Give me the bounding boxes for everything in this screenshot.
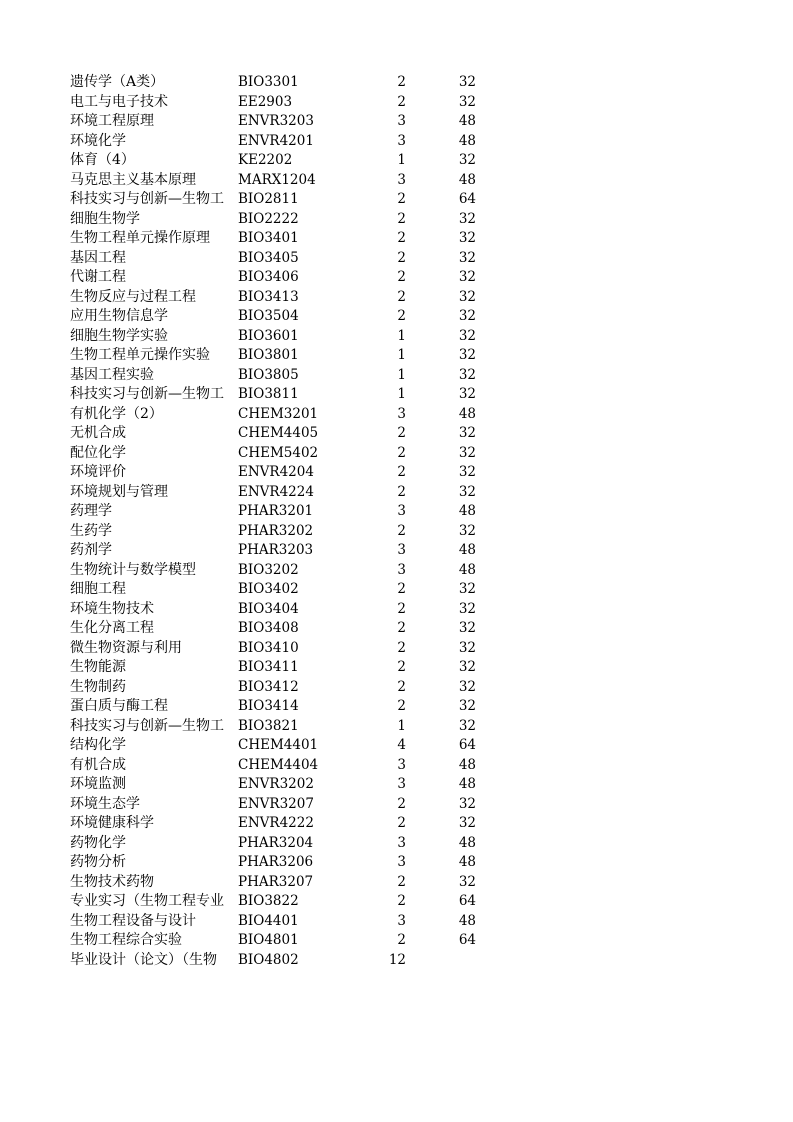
table-row (70, 249, 490, 269)
course-code: BIO3410 (238, 639, 299, 656)
table-row (70, 346, 490, 366)
course-name: 基因工程 (70, 249, 126, 266)
course-code: BIO3411 (238, 659, 299, 675)
course-hours: 32 (458, 620, 476, 636)
course-credit: 2 (397, 932, 406, 948)
course-hours: 32 (458, 795, 476, 812)
course-hours: 32 (458, 717, 476, 734)
course-name: 环境评价 (70, 464, 126, 480)
course-name: 环境工程原理 (70, 113, 154, 129)
course-code: CHEM4404 (238, 756, 319, 773)
course-credit: 2 (397, 698, 406, 714)
course-credit: 1 (397, 152, 406, 168)
course-credit: 3 (397, 503, 406, 519)
course-name: 代谢工程 (70, 269, 126, 285)
course-credit: 2 (397, 210, 406, 227)
course-credit: 2 (397, 191, 406, 207)
course-hours: 32 (458, 600, 476, 617)
course-name: 遗传学（A类） (70, 74, 165, 90)
course-name: 生化分离工程 (70, 620, 154, 636)
course-credit: 3 (397, 912, 406, 929)
course-hours: 64 (458, 893, 476, 909)
course-code: CHEM4401 (238, 737, 319, 753)
course-hours: 32 (458, 581, 476, 597)
course-credit: 2 (397, 483, 406, 500)
course-credit: 2 (397, 74, 406, 90)
course-name: 毕业设计（论文）（生物 (70, 951, 217, 968)
course-credit: 2 (397, 815, 406, 831)
course-code: BIO3601 (238, 327, 299, 344)
course-name: 细胞生物学实验 (70, 327, 168, 344)
course-credit: 1 (397, 327, 406, 344)
course-name: 生物能源 (70, 659, 126, 675)
course-code: BIO3821 (238, 717, 299, 734)
course-name: 药剂学 (70, 542, 112, 558)
course-hours: 64 (458, 932, 476, 948)
course-name: 有机合成 (70, 756, 126, 773)
course-code: PHAR3202 (238, 522, 314, 539)
course-hours: 32 (458, 210, 476, 227)
course-hours: 32 (458, 366, 476, 383)
course-credit: 2 (397, 308, 406, 324)
course-hours: 64 (458, 737, 476, 753)
table-row (70, 268, 490, 288)
table-row (70, 853, 490, 873)
table-row (70, 619, 490, 639)
course-credit: 2 (397, 600, 406, 617)
course-credit: 3 (397, 776, 406, 792)
course-credit: 2 (397, 620, 406, 636)
course-credit: 4 (397, 737, 406, 753)
course-credit: 1 (397, 717, 406, 734)
course-hours: 32 (458, 386, 476, 402)
course-name: 生物工程单元操作实验 (70, 347, 210, 363)
course-hours: 48 (458, 542, 476, 558)
course-hours: 48 (458, 912, 476, 929)
course-code: PHAR3207 (238, 873, 314, 890)
course-code: PHAR3201 (238, 503, 314, 519)
course-hours: 32 (458, 327, 476, 344)
course-code: CHEM4405 (238, 425, 319, 441)
course-code: ENVR3202 (238, 776, 314, 792)
course-name: 生药学 (70, 522, 112, 539)
course-code: BIO3401 (238, 230, 299, 246)
course-code: BIO3412 (238, 678, 299, 695)
course-name: 生物技术药物 (70, 873, 154, 890)
course-hours: 32 (458, 249, 476, 266)
table-row (70, 327, 490, 347)
course-hours: 32 (458, 678, 476, 695)
course-credit: 2 (397, 464, 406, 480)
table-row (70, 600, 490, 620)
table-row (70, 424, 490, 444)
table-row (70, 366, 490, 386)
course-credit: 3 (397, 561, 406, 578)
course-hours: 32 (458, 93, 476, 110)
table-row (70, 522, 490, 542)
course-name: 生物工程设备与设计 (70, 912, 196, 929)
course-hours: 48 (458, 503, 476, 519)
course-name: 环境生态学 (70, 795, 140, 812)
course-hours: 32 (458, 444, 476, 461)
course-code: ENVR3203 (238, 113, 314, 129)
table-row (70, 775, 490, 795)
course-credit: 2 (397, 581, 406, 597)
course-credit: 1 (397, 366, 406, 383)
course-name: 生物统计与数学模型 (70, 561, 196, 578)
course-name: 环境化学 (70, 132, 126, 149)
course-hours: 48 (458, 171, 476, 188)
course-name: 环境生物技术 (70, 600, 154, 617)
course-hours: 32 (458, 308, 476, 324)
course-code: ENVR4204 (238, 464, 314, 480)
course-name: 体育（4） (70, 152, 135, 168)
course-name: 微生物资源与利用 (70, 639, 182, 656)
course-name: 基因工程实验 (70, 366, 154, 383)
course-table (70, 73, 490, 970)
course-credit: 3 (397, 542, 406, 558)
course-credit: 2 (397, 230, 406, 246)
table-row (70, 931, 490, 951)
course-name: 环境规划与管理 (70, 483, 168, 500)
course-name: 配位化学 (70, 444, 126, 461)
course-credit: 2 (397, 288, 406, 305)
course-hours: 32 (458, 269, 476, 285)
table-row (70, 639, 490, 659)
course-hours: 32 (458, 659, 476, 675)
course-code: BIO3805 (238, 366, 299, 383)
course-code: BIO3811 (238, 386, 299, 402)
table-row (70, 112, 490, 132)
course-code: ENVR3207 (238, 795, 314, 812)
table-row (70, 717, 490, 737)
course-hours: 32 (458, 815, 476, 831)
course-name: 生物工程综合实验 (70, 932, 182, 948)
course-code: BIO3202 (238, 561, 299, 578)
course-name: 结构化学 (70, 737, 126, 753)
course-credit: 2 (397, 639, 406, 656)
course-code: BIO3801 (238, 347, 299, 363)
course-credit: 1 (397, 386, 406, 402)
course-credit: 2 (397, 795, 406, 812)
course-code: CHEM5402 (238, 444, 319, 461)
table-row (70, 288, 490, 308)
course-credit: 2 (397, 269, 406, 285)
course-name: 细胞工程 (70, 581, 126, 597)
course-name: 药物分析 (70, 854, 126, 870)
course-code: BIO3405 (238, 249, 299, 266)
table-row (70, 697, 490, 717)
course-code: BIO2222 (238, 210, 299, 227)
course-credit: 2 (397, 893, 406, 909)
table-row (70, 541, 490, 561)
course-code: BIO3408 (238, 620, 299, 636)
course-code: BIO3413 (238, 288, 299, 305)
course-credit: 2 (397, 425, 406, 441)
course-name: 专业实习（生物工程专业 (70, 893, 224, 909)
table-row (70, 834, 490, 854)
course-hours: 48 (458, 854, 476, 870)
table-row (70, 873, 490, 893)
course-code: BIO3406 (238, 269, 299, 285)
table-row (70, 951, 490, 971)
course-hours: 32 (458, 288, 476, 305)
table-row (70, 229, 490, 249)
course-code: ENVR4224 (238, 483, 314, 500)
course-credit: 2 (397, 659, 406, 675)
course-credit: 2 (397, 522, 406, 539)
course-hours: 32 (458, 522, 476, 539)
course-name: 科技实习与创新—生物工 (70, 386, 224, 402)
course-hours: 48 (458, 405, 476, 422)
course-credit: 3 (397, 854, 406, 870)
course-hours: 48 (458, 834, 476, 851)
course-credit: 2 (397, 678, 406, 695)
table-row (70, 483, 490, 503)
course-credit: 12 (388, 951, 406, 968)
course-credit: 2 (397, 873, 406, 890)
course-hours: 32 (458, 425, 476, 441)
table-row (70, 93, 490, 113)
table-row (70, 385, 490, 405)
table-row (70, 756, 490, 776)
course-code: PHAR3203 (238, 542, 314, 558)
table-row (70, 892, 490, 912)
course-name: 应用生物信息学 (70, 308, 168, 324)
course-name: 蛋白质与酶工程 (70, 698, 168, 714)
course-code: BIO3301 (238, 74, 299, 90)
course-hours: 48 (458, 132, 476, 149)
course-credit: 3 (397, 113, 406, 129)
course-credit: 3 (397, 405, 406, 422)
table-row (70, 814, 490, 834)
course-hours: 48 (458, 561, 476, 578)
course-credit: 3 (397, 756, 406, 773)
course-code: BIO4401 (238, 912, 299, 929)
course-code: BIO3504 (238, 308, 299, 324)
course-hours: 32 (458, 152, 476, 168)
course-credit: 2 (397, 93, 406, 110)
course-credit: 3 (397, 132, 406, 149)
table-row (70, 307, 490, 327)
course-credit: 2 (397, 444, 406, 461)
table-row (70, 405, 490, 425)
course-credit: 1 (397, 347, 406, 363)
table-row (70, 171, 490, 191)
course-credit: 3 (397, 834, 406, 851)
course-name: 环境监测 (70, 776, 126, 792)
table-row (70, 444, 490, 464)
table-row (70, 580, 490, 600)
table-row (70, 210, 490, 230)
course-hours: 48 (458, 113, 476, 129)
table-row (70, 463, 490, 483)
course-code: BIO3404 (238, 600, 299, 617)
course-name: 药理学 (70, 503, 112, 519)
table-row (70, 73, 490, 93)
table-row (70, 190, 490, 210)
course-code: BIO3402 (238, 581, 299, 597)
course-hours: 32 (458, 483, 476, 500)
table-row (70, 658, 490, 678)
course-name: 生物工程单元操作原理 (70, 230, 210, 246)
course-hours: 32 (458, 464, 476, 480)
course-name: 科技实习与创新—生物工 (70, 717, 224, 734)
course-credit: 3 (397, 171, 406, 188)
course-hours: 32 (458, 347, 476, 363)
course-name: 有机化学（2） (70, 405, 163, 422)
course-name: 电工与电子技术 (70, 93, 168, 110)
course-name: 科技实习与创新—生物工 (70, 191, 224, 207)
course-hours: 32 (458, 639, 476, 656)
table-row (70, 561, 490, 581)
course-name: 马克思主义基本原理 (70, 171, 196, 188)
course-name: 生物反应与过程工程 (70, 288, 196, 305)
course-hours: 32 (458, 230, 476, 246)
course-code: BIO4802 (238, 951, 299, 968)
table-row (70, 678, 490, 698)
table-row (70, 502, 490, 522)
course-code: ENVR4222 (238, 815, 314, 831)
course-name: 生物制药 (70, 678, 126, 695)
course-code: PHAR3206 (238, 854, 314, 870)
table-row (70, 132, 490, 152)
course-code: BIO3822 (238, 893, 299, 909)
course-code: MARX1204 (238, 171, 316, 188)
course-code: BIO4801 (238, 932, 299, 948)
course-name: 无机合成 (70, 425, 126, 441)
course-name: 细胞生物学 (70, 210, 140, 227)
course-hours: 48 (458, 756, 476, 773)
course-credit: 2 (397, 249, 406, 266)
table-row (70, 912, 490, 932)
course-code: PHAR3204 (238, 834, 314, 851)
course-code: ENVR4201 (238, 132, 314, 149)
course-code: EE2903 (238, 93, 293, 110)
table-row (70, 795, 490, 815)
course-name: 环境健康科学 (70, 815, 154, 831)
course-hours: 32 (458, 74, 476, 90)
course-code: KE2202 (238, 152, 293, 168)
table-row (70, 736, 490, 756)
course-name: 药物化学 (70, 834, 126, 851)
course-code: BIO3414 (238, 698, 299, 714)
course-hours: 32 (458, 873, 476, 890)
course-hours: 64 (458, 191, 476, 207)
course-code: BIO2811 (238, 191, 299, 207)
course-hours: 48 (458, 776, 476, 792)
table-row (70, 151, 490, 171)
course-hours: 32 (458, 698, 476, 714)
course-code: CHEM3201 (238, 405, 319, 422)
